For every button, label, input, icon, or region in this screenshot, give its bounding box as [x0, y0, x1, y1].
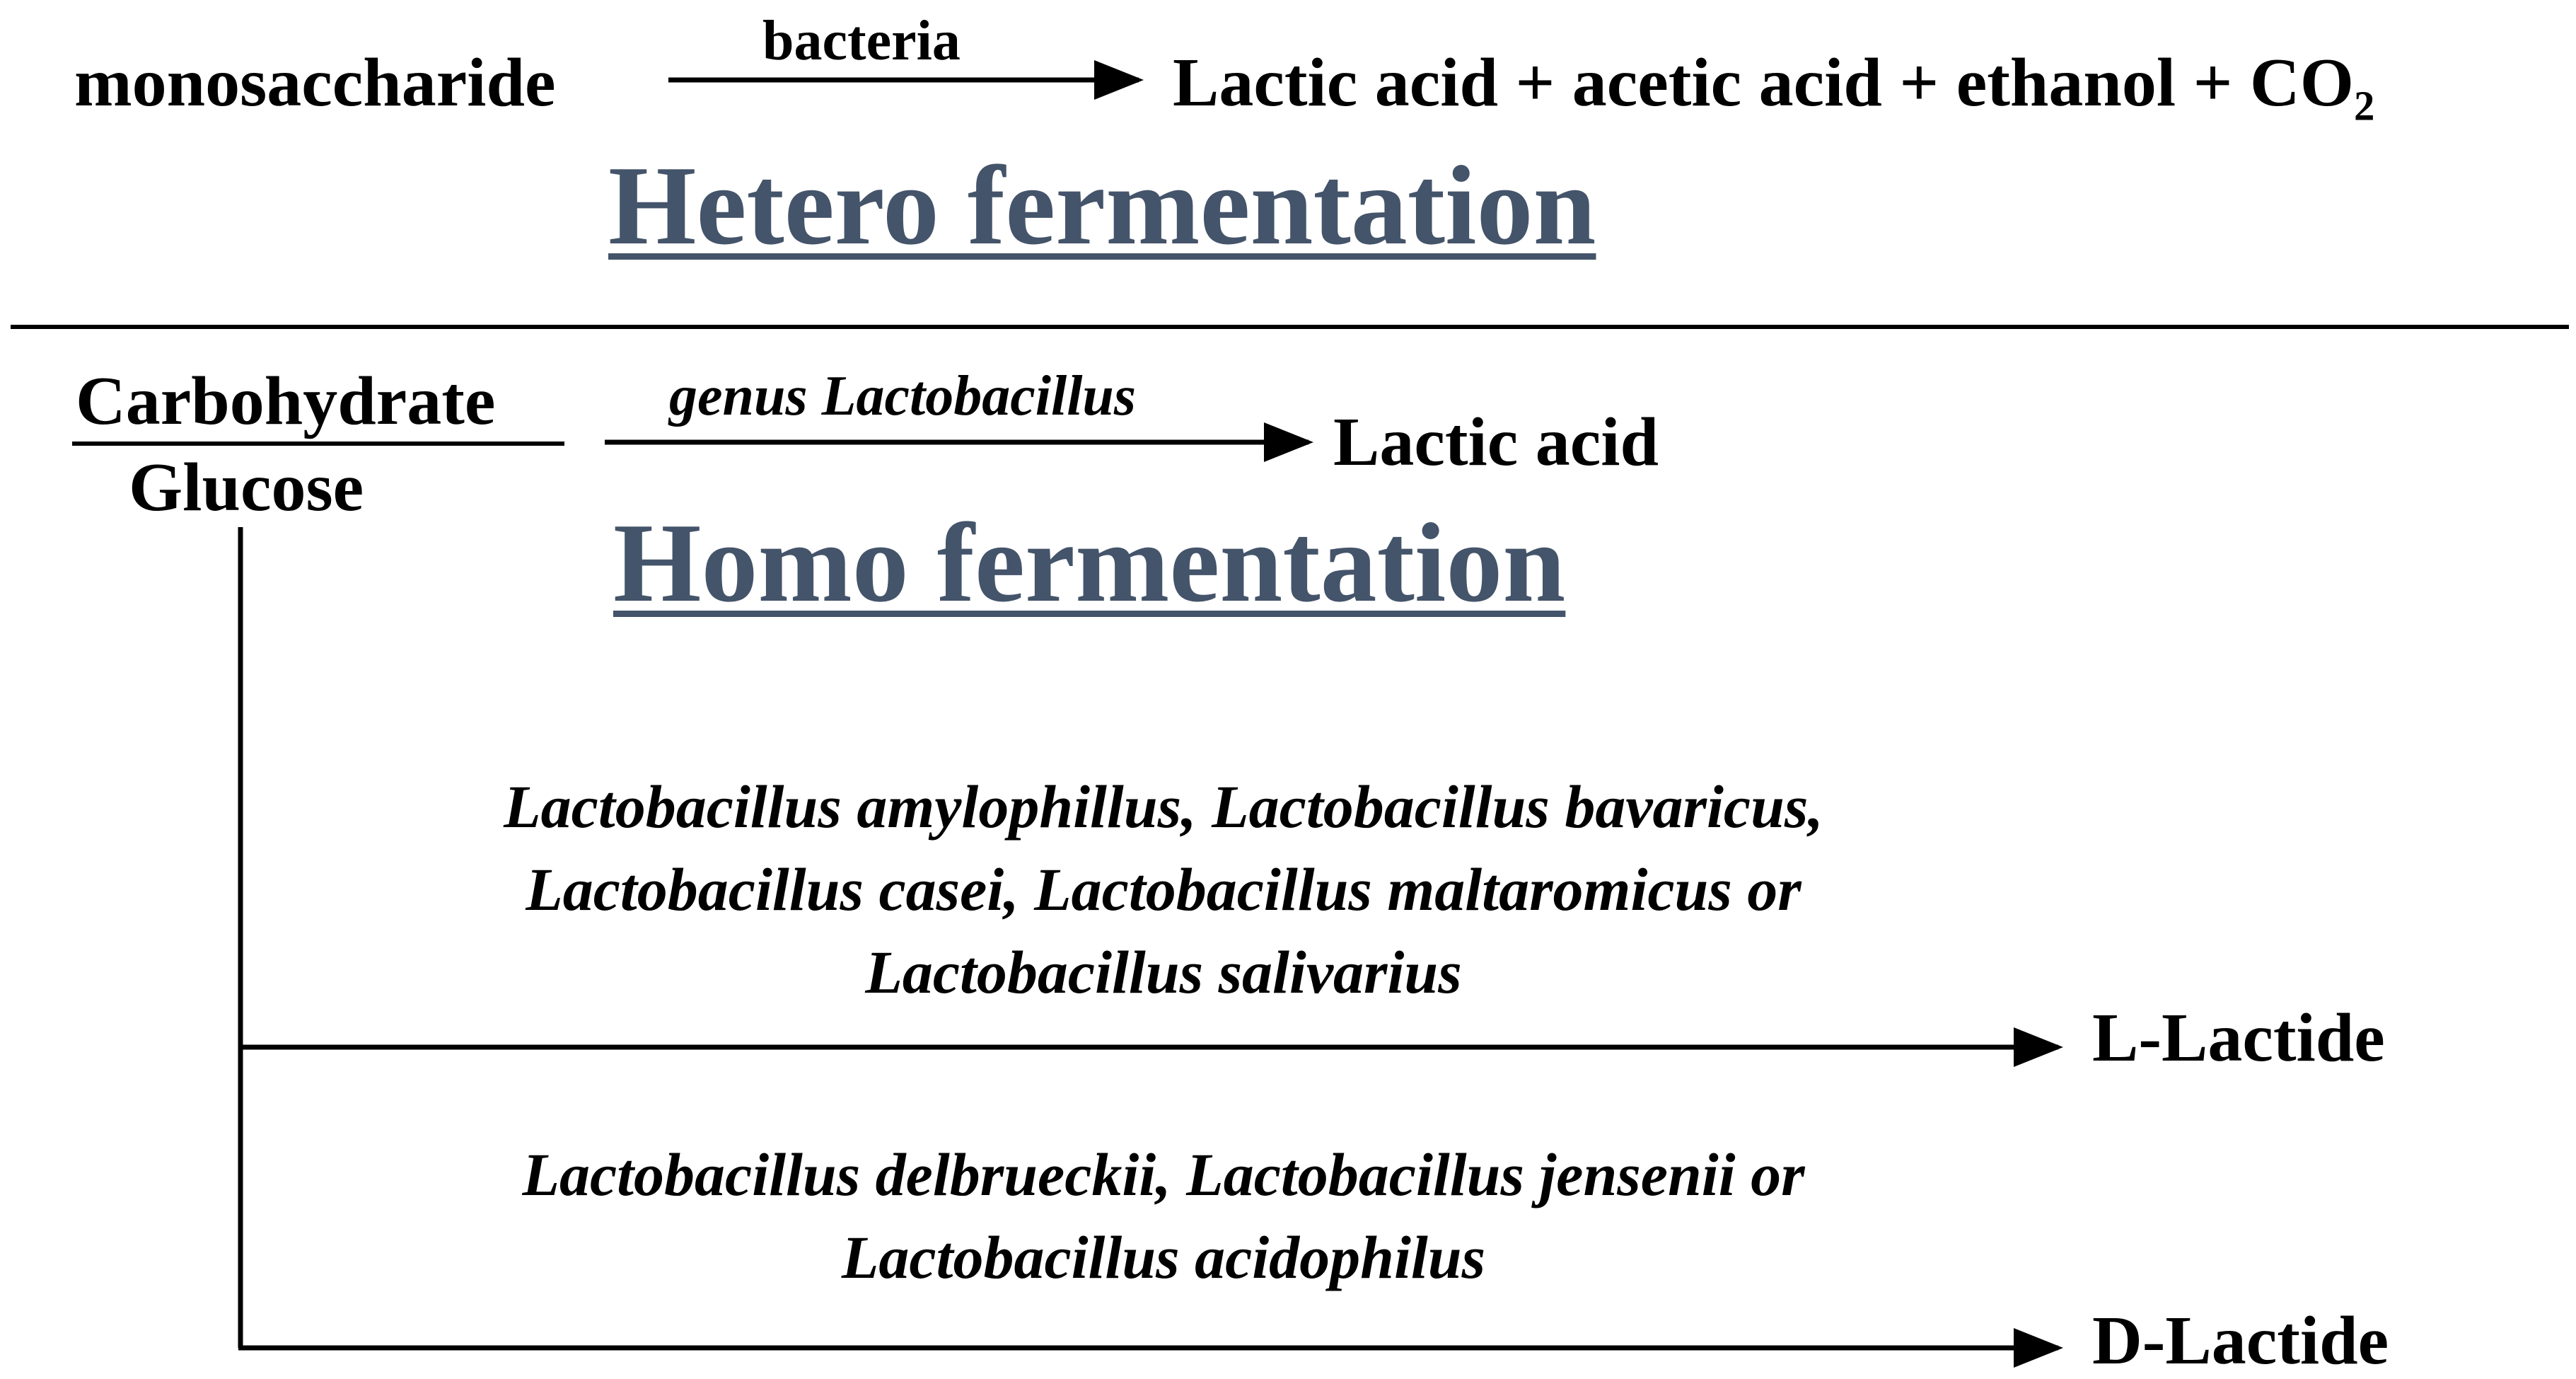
- l-species-line: Lactobacillus salivarius: [865, 938, 1462, 1006]
- l-species-line: Lactobacillus casei, Lactobacillus maltaromicus or: [526, 855, 1802, 923]
- homo-substrate-top: Carbohydrate: [76, 363, 496, 439]
- co2-subscript: 2: [2353, 83, 2375, 129]
- homo-product: Lactic acid: [1333, 404, 1659, 480]
- hetero-products: [1173, 45, 2375, 129]
- homo-substrate-bottom: Glucose: [129, 449, 364, 526]
- d-lactide-species-list: [350, 1133, 1977, 1299]
- homo-agent-label: genus Lactobacillus: [669, 365, 1137, 427]
- hetero-agent-label: bacteria: [762, 10, 961, 72]
- hetero-products-text: Lactic acid + acetic acid + ethanol + CO: [1173, 45, 2354, 121]
- l-lactide-species-list: [350, 766, 1977, 1014]
- l-lactide-product: L-Lactide: [2092, 1000, 2385, 1076]
- d-species-line: Lactobacillus acidophilus: [841, 1223, 1486, 1291]
- hetero-substrate: monosaccharide: [74, 45, 556, 121]
- d-species-line: Lactobacillus delbrueckii, Lactobacillus jensenii or: [522, 1141, 1805, 1208]
- l-species-line: Lactobacillus amylophillus, Lactobacillus bavaricus,: [504, 773, 1823, 841]
- d-lactide-product: D-Lactide: [2092, 1303, 2389, 1379]
- homo-fermentation-title: Homo fermentation: [613, 500, 1566, 625]
- hetero-fermentation-title: Hetero fermentation: [608, 142, 1596, 268]
